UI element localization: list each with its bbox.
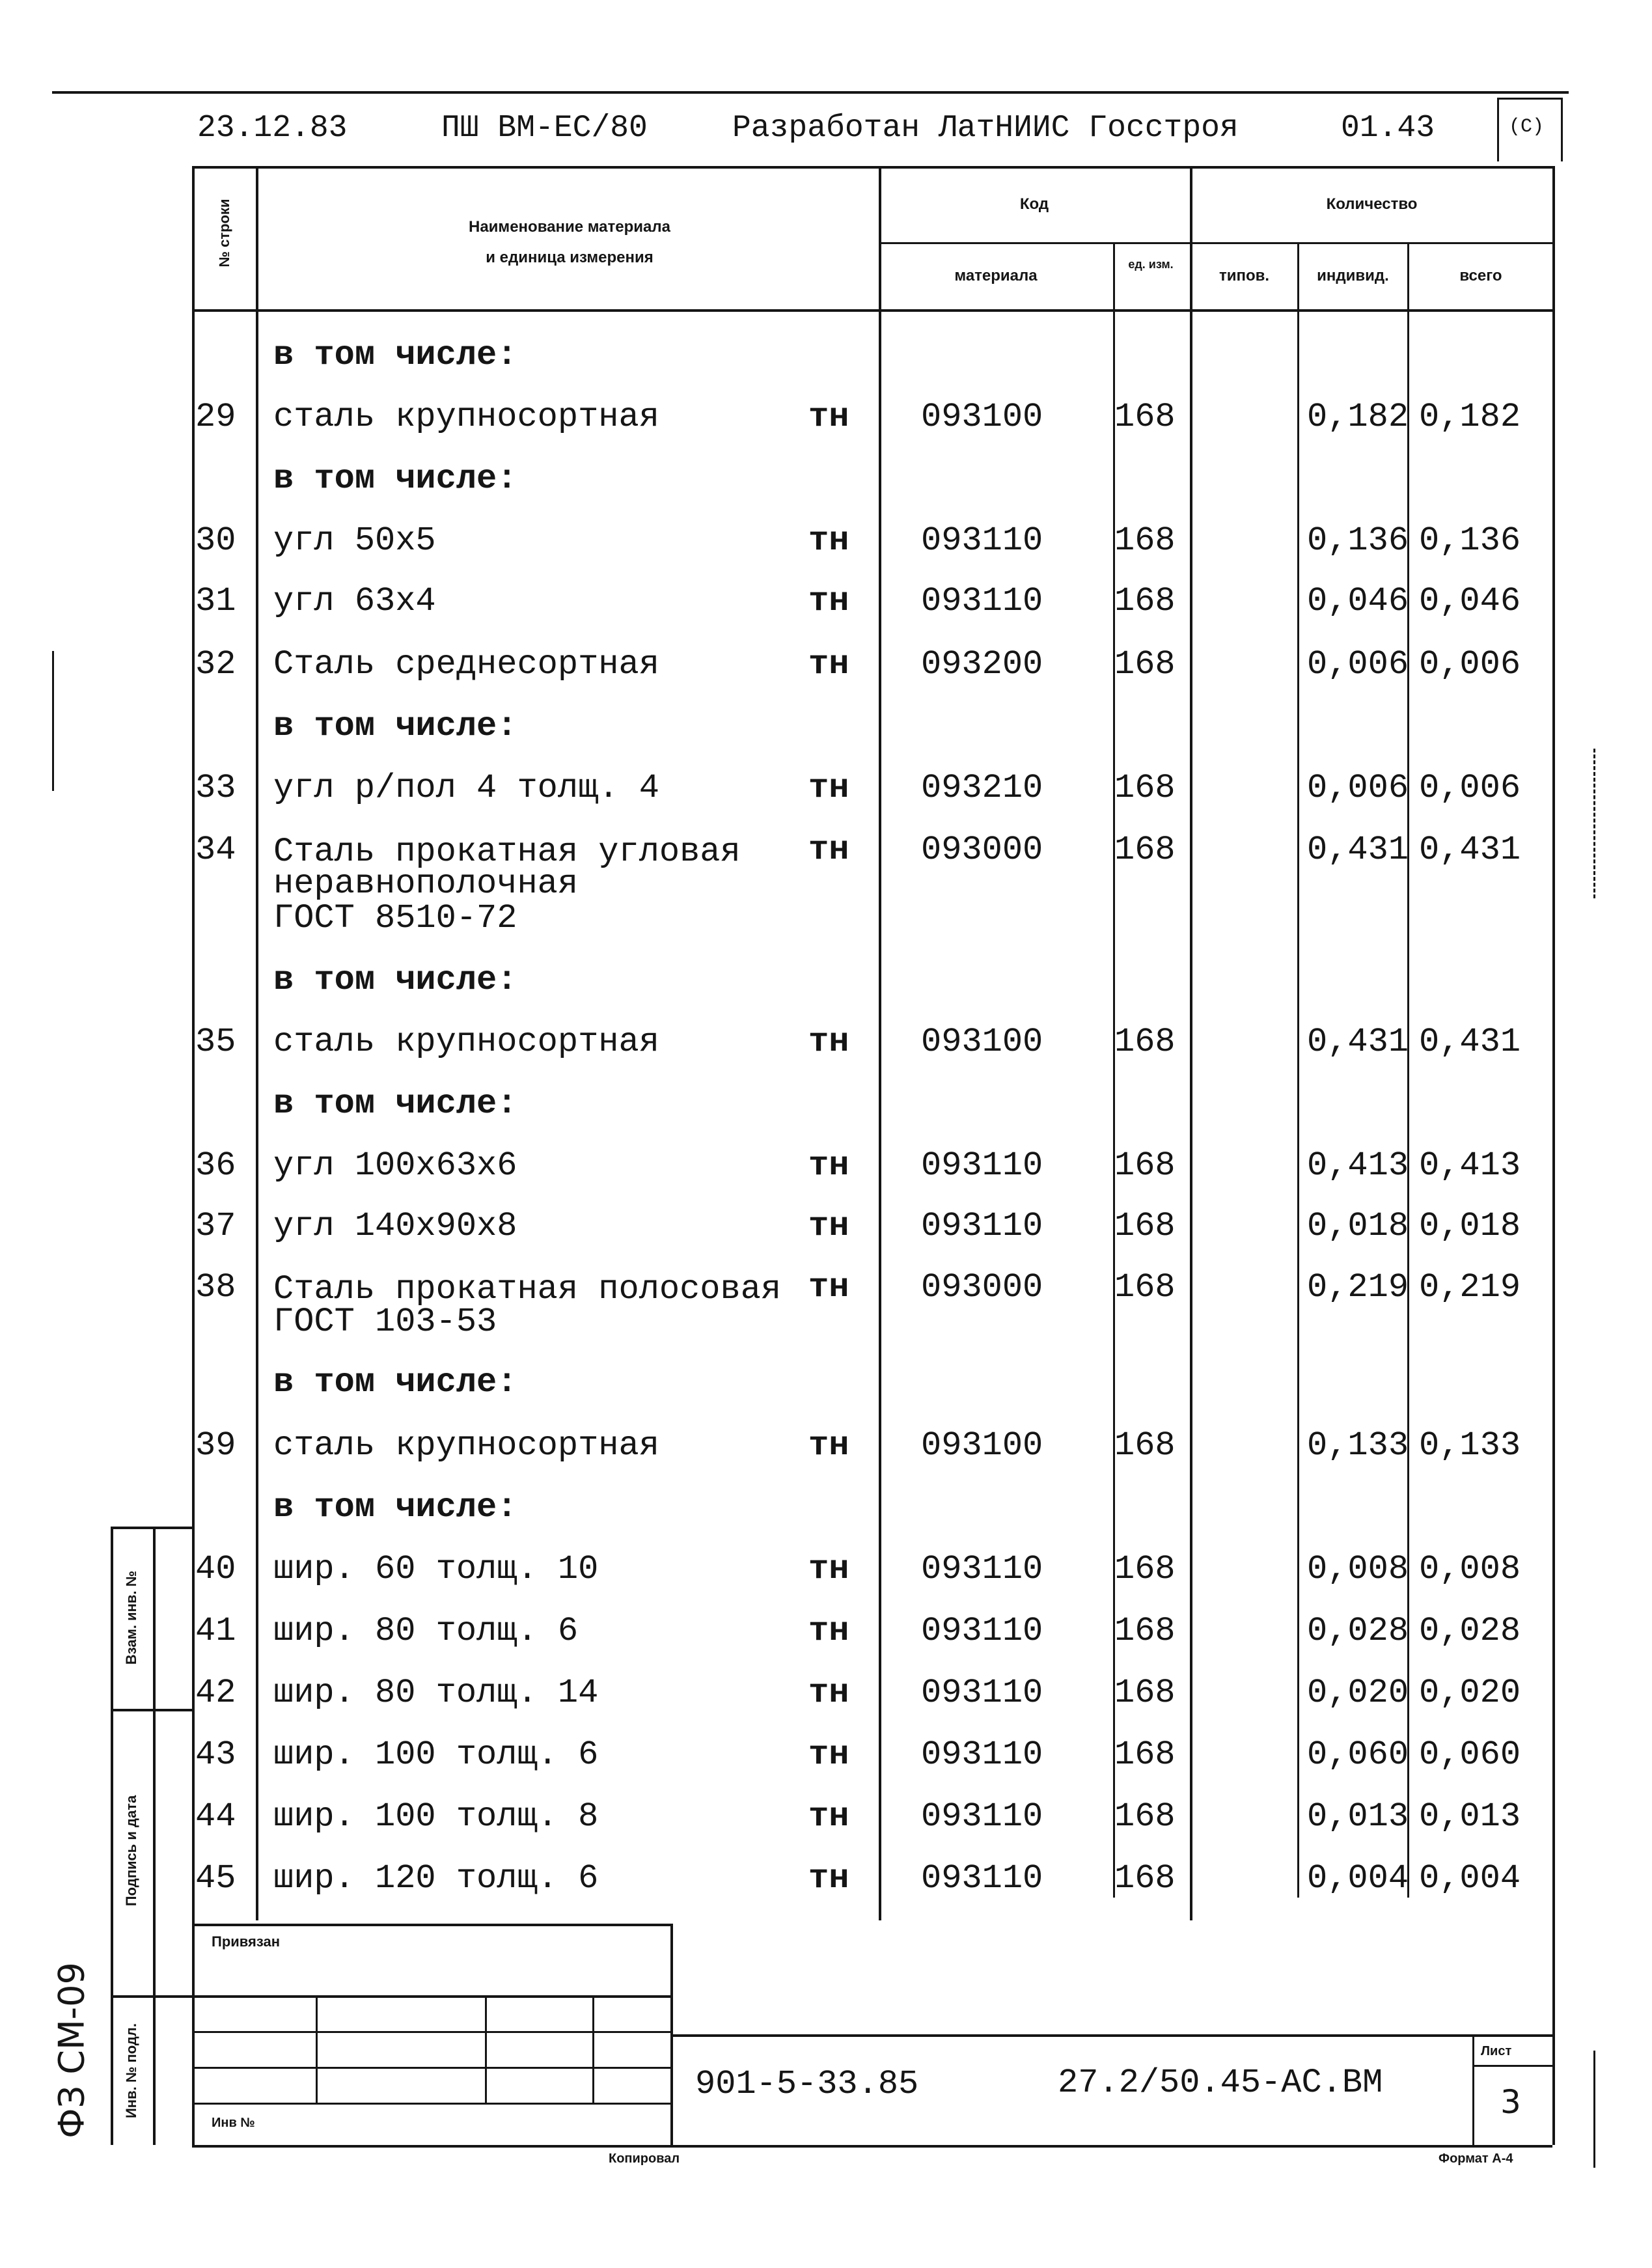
doc-date: 23.12.83 xyxy=(197,111,348,146)
row-unit-code: 168 xyxy=(1114,1146,1176,1185)
row-unit-code: 168 xyxy=(1114,582,1176,620)
row-qty-total: 0,013 xyxy=(1419,1797,1521,1836)
row-qty-total: 0,020 xyxy=(1419,1674,1521,1712)
row-unit: тн xyxy=(808,1736,849,1774)
row-name-line3: ГОСТ 8510-72 xyxy=(273,899,517,937)
row-name: сталь крупносортная xyxy=(273,1023,659,1061)
row-unit-code: 168 xyxy=(1114,521,1176,560)
row-number: 37 xyxy=(195,1207,236,1245)
corner-box-top xyxy=(1497,98,1562,100)
doc-code: 01.43 xyxy=(1341,111,1435,146)
header-code-material: материала xyxy=(954,267,1038,284)
row-unit: тн xyxy=(808,1146,849,1185)
row-name: угл 50х5 xyxy=(273,521,436,560)
sheet-box-left-line xyxy=(1472,2034,1474,2145)
side-strip-top-line xyxy=(111,1527,192,1529)
row-number: 30 xyxy=(195,521,236,560)
side-label-sign-date: Подпись и дата xyxy=(123,1795,139,1907)
row-qty-individual: 0,020 xyxy=(1307,1674,1409,1712)
row-qty-total: 0,006 xyxy=(1419,645,1521,684)
top-frame-line xyxy=(52,91,1569,94)
row-unit: тн xyxy=(808,1612,849,1650)
row-unit-code: 168 xyxy=(1114,831,1176,869)
row-name: шир. 100 толщ. 6 xyxy=(273,1736,599,1774)
row-qty-total: 0,008 xyxy=(1419,1550,1521,1588)
side-strip-sep-1 xyxy=(111,1709,192,1711)
row-unit: тн xyxy=(808,1797,849,1836)
stamp-main-top-line xyxy=(670,2034,1552,2037)
side-strip-sep-2 xyxy=(111,1995,192,1998)
header-qty-total: всего xyxy=(1459,267,1502,284)
handwritten-mark: ФЗ СМ-09 xyxy=(51,1962,92,2138)
row-material-code: 093100 xyxy=(921,1426,1043,1465)
doc-standard: ПШ ВМ-ЕС/80 xyxy=(441,111,648,146)
row-qty-individual: 0,028 xyxy=(1307,1612,1409,1650)
col-divider-rowno xyxy=(256,166,258,1920)
row-material-code: 093110 xyxy=(921,1612,1043,1650)
stamp-row-line-3 xyxy=(192,2067,670,2069)
stamp-col-line-2 xyxy=(485,1995,487,2103)
row-number: 41 xyxy=(195,1612,236,1650)
row-unit: тн xyxy=(808,1859,849,1898)
row-unit: тн xyxy=(808,831,849,869)
row-unit-code: 168 xyxy=(1114,1550,1176,1588)
row-qty-individual: 0,431 xyxy=(1307,1023,1409,1061)
row-qty-total: 0,431 xyxy=(1419,1023,1521,1061)
row-name: шир. 60 толщ. 10 xyxy=(273,1550,599,1588)
row-number: 33 xyxy=(195,769,236,807)
header-qty-typical: типов. xyxy=(1218,267,1270,284)
row-subheading: в том числе: xyxy=(273,336,517,374)
row-number: 39 xyxy=(195,1426,236,1465)
row-qty-individual: 0,182 xyxy=(1307,398,1409,436)
bound-label: Привязан xyxy=(212,1933,281,1950)
row-number: 34 xyxy=(195,831,236,869)
row-qty-individual: 0,006 xyxy=(1307,645,1409,684)
row-unit-code: 168 xyxy=(1114,1736,1176,1774)
row-subheading: в том числе: xyxy=(273,707,517,745)
corner-mark: (С) xyxy=(1509,116,1545,138)
header-qty-individual: индивид. xyxy=(1317,267,1389,284)
header-code-unit: ед. изм. xyxy=(1128,258,1174,271)
stamp-top-line xyxy=(192,1924,670,1926)
col-divider-name xyxy=(879,166,881,1920)
row-qty-individual: 0,136 xyxy=(1307,521,1409,560)
row-material-code: 093110 xyxy=(921,1859,1043,1898)
row-material-code: 093110 xyxy=(921,1146,1043,1185)
row-material-code: 093200 xyxy=(921,645,1043,684)
row-unit: тн xyxy=(808,1023,849,1061)
inv-label: Инв № xyxy=(212,2116,255,2130)
project-code: 901-5-33.85 xyxy=(695,2065,919,2103)
table-header-bottom-line xyxy=(192,309,1552,312)
row-subheading: в том числе: xyxy=(273,961,517,999)
row-number: 31 xyxy=(195,582,236,620)
stamp-col-line-1 xyxy=(316,1995,318,2103)
row-name: шир. 80 толщ. 6 xyxy=(273,1612,579,1650)
row-number: 45 xyxy=(195,1859,236,1898)
row-number: 42 xyxy=(195,1674,236,1712)
sheet-label: Лист xyxy=(1481,2044,1512,2058)
format-label: Формат А-4 xyxy=(1439,2151,1513,2166)
row-material-code: 093110 xyxy=(921,1736,1043,1774)
row-name-line2: неравнополочная xyxy=(273,864,579,903)
row-unit-code: 168 xyxy=(1114,1797,1176,1836)
row-number: 38 xyxy=(195,1268,236,1307)
row-qty-individual: 0,004 xyxy=(1307,1859,1409,1898)
row-material-code: 093110 xyxy=(921,1207,1043,1245)
header-subdivider xyxy=(879,242,1552,244)
scan-mark-left xyxy=(52,651,54,791)
row-qty-individual: 0,431 xyxy=(1307,831,1409,869)
row-qty-individual: 0,060 xyxy=(1307,1736,1409,1774)
row-unit: тн xyxy=(808,398,849,436)
row-qty-individual: 0,133 xyxy=(1307,1426,1409,1465)
row-qty-total: 0,004 xyxy=(1419,1859,1521,1898)
row-name: Сталь прокатная полосовая xyxy=(273,1270,782,1308)
row-number: 35 xyxy=(195,1023,236,1061)
row-name: угл 63х4 xyxy=(273,582,436,620)
scan-mark-right-bottom xyxy=(1593,2051,1595,2168)
row-material-code: 093000 xyxy=(921,831,1043,869)
header-name-line2: и единица измерения xyxy=(486,249,654,266)
row-subheading: в том числе: xyxy=(273,1488,517,1527)
row-unit: тн xyxy=(808,582,849,620)
row-name: угл 100х63х6 xyxy=(273,1146,517,1185)
stamp-row-line-2 xyxy=(192,2031,670,2033)
row-number: 36 xyxy=(195,1146,236,1185)
row-number: 40 xyxy=(195,1550,236,1588)
row-qty-total: 0,060 xyxy=(1419,1736,1521,1774)
copied-label: Копировал xyxy=(609,2151,680,2166)
row-name: сталь крупносортная xyxy=(273,1426,659,1465)
row-unit-code: 168 xyxy=(1114,645,1176,684)
col-divider-typical xyxy=(1297,244,1299,1898)
row-unit: тн xyxy=(808,1674,849,1712)
row-qty-total: 0,431 xyxy=(1419,831,1521,869)
sheet-box-divider xyxy=(1472,2065,1552,2067)
header-row-no: № строки xyxy=(216,199,232,268)
row-unit: тн xyxy=(808,645,849,684)
side-label-replace-inv: Взам. инв. № xyxy=(123,1570,139,1665)
row-number: 32 xyxy=(195,645,236,684)
row-unit: тн xyxy=(808,769,849,807)
table-top-line xyxy=(192,166,1552,169)
row-unit-code: 168 xyxy=(1114,1023,1176,1061)
row-qty-total: 0,413 xyxy=(1419,1146,1521,1185)
row-name: Сталь прокатная угловая xyxy=(273,833,741,871)
row-qty-total: 0,182 xyxy=(1419,398,1521,436)
stamp-row-line-4 xyxy=(192,2103,670,2105)
table-bottom-line xyxy=(192,2145,1552,2148)
row-material-code: 093100 xyxy=(921,1023,1043,1061)
row-qty-individual: 0,006 xyxy=(1307,769,1409,807)
row-material-code: 093210 xyxy=(921,769,1043,807)
row-name-line2: ГОСТ 103-53 xyxy=(273,1303,497,1341)
row-qty-total: 0,006 xyxy=(1419,769,1521,807)
row-name: шир. 120 толщ. 6 xyxy=(273,1859,599,1898)
row-name: шир. 80 толщ. 14 xyxy=(273,1674,599,1712)
row-unit-code: 168 xyxy=(1114,1612,1176,1650)
corner-box-left xyxy=(1497,98,1499,161)
row-material-code: 093110 xyxy=(921,582,1043,620)
col-divider-unitcode xyxy=(1190,166,1192,1920)
sheet-number: 3 xyxy=(1500,2083,1521,2121)
doc-developer: Разработан ЛатНИИС Госстроя xyxy=(732,111,1239,146)
row-unit: тн xyxy=(808,1207,849,1245)
row-material-code: 093110 xyxy=(921,1797,1043,1836)
row-qty-individual: 0,219 xyxy=(1307,1268,1409,1307)
row-qty-individual: 0,046 xyxy=(1307,582,1409,620)
row-material-code: 093110 xyxy=(921,521,1043,560)
row-number: 43 xyxy=(195,1736,236,1774)
header-name-line1: Наименование материала xyxy=(469,218,670,236)
row-qty-total: 0,018 xyxy=(1419,1207,1521,1245)
header-code-group: Код xyxy=(1019,195,1049,213)
row-name: шир. 100 толщ. 8 xyxy=(273,1797,599,1836)
row-unit: тн xyxy=(808,1426,849,1465)
row-name: угл р/пол 4 толщ. 4 xyxy=(273,769,659,807)
row-unit-code: 168 xyxy=(1114,1268,1176,1307)
row-material-code: 093110 xyxy=(921,1550,1043,1588)
row-qty-total: 0,133 xyxy=(1419,1426,1521,1465)
row-qty-individual: 0,413 xyxy=(1307,1146,1409,1185)
row-unit-code: 168 xyxy=(1114,1426,1176,1465)
side-label-inv-orig: Инв. № подл. xyxy=(123,2023,139,2118)
table-left-line xyxy=(192,166,195,2145)
scan-mark-right xyxy=(1593,749,1595,898)
row-qty-total: 0,136 xyxy=(1419,521,1521,560)
row-unit: тн xyxy=(808,1550,849,1588)
side-strip-mid-line xyxy=(153,1527,156,2145)
row-subheading: в том числе: xyxy=(273,1363,517,1402)
doc-code: 27.2/50.45-АС.ВМ xyxy=(1058,2064,1383,2102)
table-right-line xyxy=(1552,166,1555,2145)
row-material-code: 093110 xyxy=(921,1674,1043,1712)
stamp-col-line-3 xyxy=(592,1995,594,2103)
row-unit-code: 168 xyxy=(1114,1207,1176,1245)
row-unit-code: 168 xyxy=(1114,1859,1176,1898)
row-unit: тн xyxy=(808,521,849,560)
row-qty-individual: 0,018 xyxy=(1307,1207,1409,1245)
header-qty-group: Количество xyxy=(1326,195,1418,213)
row-unit: тн xyxy=(808,1268,849,1307)
row-subheading: в том числе: xyxy=(273,1085,517,1123)
row-qty-total: 0,219 xyxy=(1419,1268,1521,1307)
row-number: 44 xyxy=(195,1797,236,1836)
corner-box-right xyxy=(1561,98,1563,161)
row-material-code: 093100 xyxy=(921,398,1043,436)
row-qty-individual: 0,008 xyxy=(1307,1550,1409,1588)
stamp-row-line-1 xyxy=(192,1995,670,1998)
row-qty-total: 0,046 xyxy=(1419,582,1521,620)
row-qty-individual: 0,013 xyxy=(1307,1797,1409,1836)
row-name: сталь крупносортная xyxy=(273,398,659,436)
row-unit-code: 168 xyxy=(1114,398,1176,436)
row-number: 29 xyxy=(195,398,236,436)
side-strip-left-line xyxy=(111,1527,113,2145)
row-subheading: в том числе: xyxy=(273,460,517,498)
row-unit-code: 168 xyxy=(1114,1674,1176,1712)
row-material-code: 093000 xyxy=(921,1268,1043,1307)
row-unit-code: 168 xyxy=(1114,769,1176,807)
row-name: угл 140х90х8 xyxy=(273,1207,517,1245)
row-name: Сталь среднесортная xyxy=(273,645,659,684)
row-qty-total: 0,028 xyxy=(1419,1612,1521,1650)
